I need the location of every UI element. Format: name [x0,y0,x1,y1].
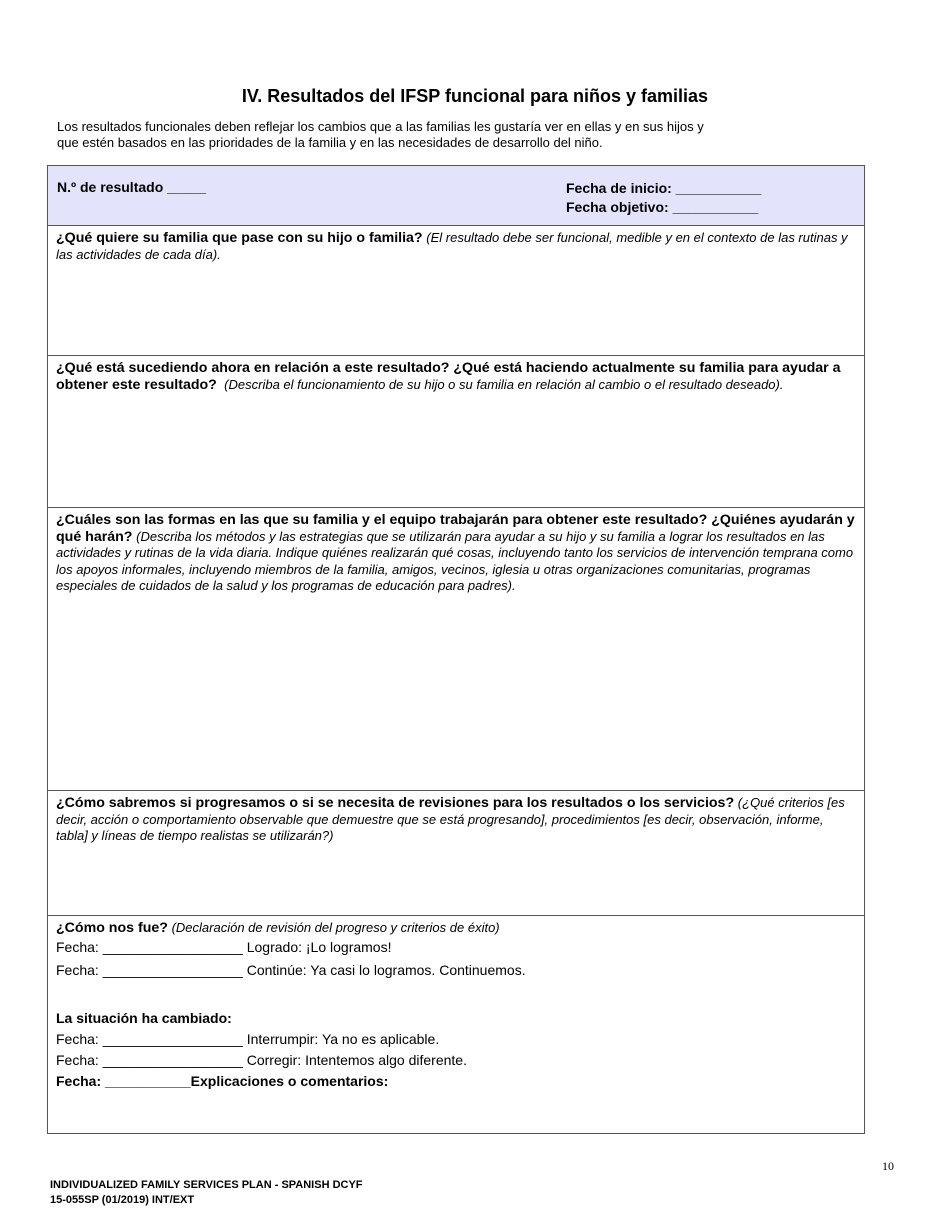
date-row-correct[interactable]: Fecha: __________________ Corregir: Intentemos algo diferente. [56,1051,467,1068]
intro-line-2: que estén basados en las prioridades de la familia y en las necesidades de desarrollo del niño. [57,135,603,150]
page-number: 10 [882,1159,894,1173]
question-4-hint: (¿Qué criterios [es decir, acción o comportamiento observable que demuestre que se está progresando], procedimientos [es decir, observación, informe, tabla] y líneas de tiempo realistas se utilizarán?) [56,795,845,843]
footer-line-2: 15-055SP (01/2019) INT/EXT [50,1194,195,1206]
start-date-field[interactable]: Fecha de inicio: ___________ [566,180,762,196]
date-row-continue[interactable]: Fecha: __________________ Continúe: Ya casi lo logramos. Continuemos. [56,961,526,978]
intro-text [57,119,777,151]
question-5-hint: (Declaración de revisión del progreso y criterios de éxito) [171,920,500,935]
outcome-form [47,165,865,1134]
date-row-achieved[interactable]: Fecha: __________________ Logrado: ¡Lo logramos! [56,938,392,955]
footer-line-1: INDIVIDUALIZED FAMILY SERVICES PLAN - SPANISH DCYF [50,1179,363,1191]
situation-changed-heading: La situación ha cambiado: [56,1009,232,1026]
question-5-text: ¿Cómo nos fue? [56,920,168,936]
review-section [48,915,864,1135]
question-2-hint: (Describa el funcionamiento de su hijo o su familia en relación al cambio o el resultado deseado). [224,376,784,392]
form-header [48,166,864,225]
question-progress-measures[interactable] [48,790,864,915]
question-1-text: ¿Qué quiere su familia que pase con su hijo o familia? [56,230,423,246]
question-family-wants[interactable] [48,225,864,355]
footer [50,1178,363,1208]
question-strategies[interactable] [48,507,864,790]
date-fields [566,179,761,217]
question-4-text: ¿Cómo sabremos si progresamos o si se necesita de revisiones para los resultados o los servicios? [56,795,735,811]
question-2-text: ¿Qué está sucediendo ahora en relación a este resultado? ¿Qué está haciendo actualmente su familia para ayudar a obtener este resultado? [56,360,841,393]
question-3-hint: (Describa los métodos y las estrategias que se utilizarán para ayudar a su hijo y su familia a lograr los resultados en las actividades y rutinas de la vida diaria. Indique quiénes realizarán qué cosas, incluyendo tanto los servicios de intervención temprana como los apoyos informales, incluyendo miembros de la familia, amigos, vecinos, iglesia u otras organizaciones comunitarias, programas especiales de cuidados de la salud y los programas de educación para padres). [56,528,854,593]
date-row-comments[interactable]: Fecha: ___________Explicaciones o comentarios: [56,1072,389,1089]
result-number-field[interactable]: N.º de resultado _____ [57,179,207,195]
intro-line-1: Los resultados funcionales deben reflejar los cambios que a las familias les gustaría ver en ellas y en sus hijos y [57,119,704,134]
question-3-text: ¿Cuáles son las formas en las que su familia y el equipo trabajarán para obtener este resultado? ¿Quiénes ayudarán y qué harán? [56,512,855,545]
question-1-hint: (El resultado debe ser funcional, medible y en el contexto de las rutinas y las actividades de cada día). [56,230,848,262]
question-current-status[interactable] [48,355,864,507]
page-title: IV. Resultados del IFSP funcional para niños y familias [241,86,709,106]
target-date-field[interactable]: Fecha objetivo: ___________ [566,199,759,215]
date-row-discontinue[interactable]: Fecha: __________________ Interrumpir: Ya no es aplicable. [56,1030,440,1047]
